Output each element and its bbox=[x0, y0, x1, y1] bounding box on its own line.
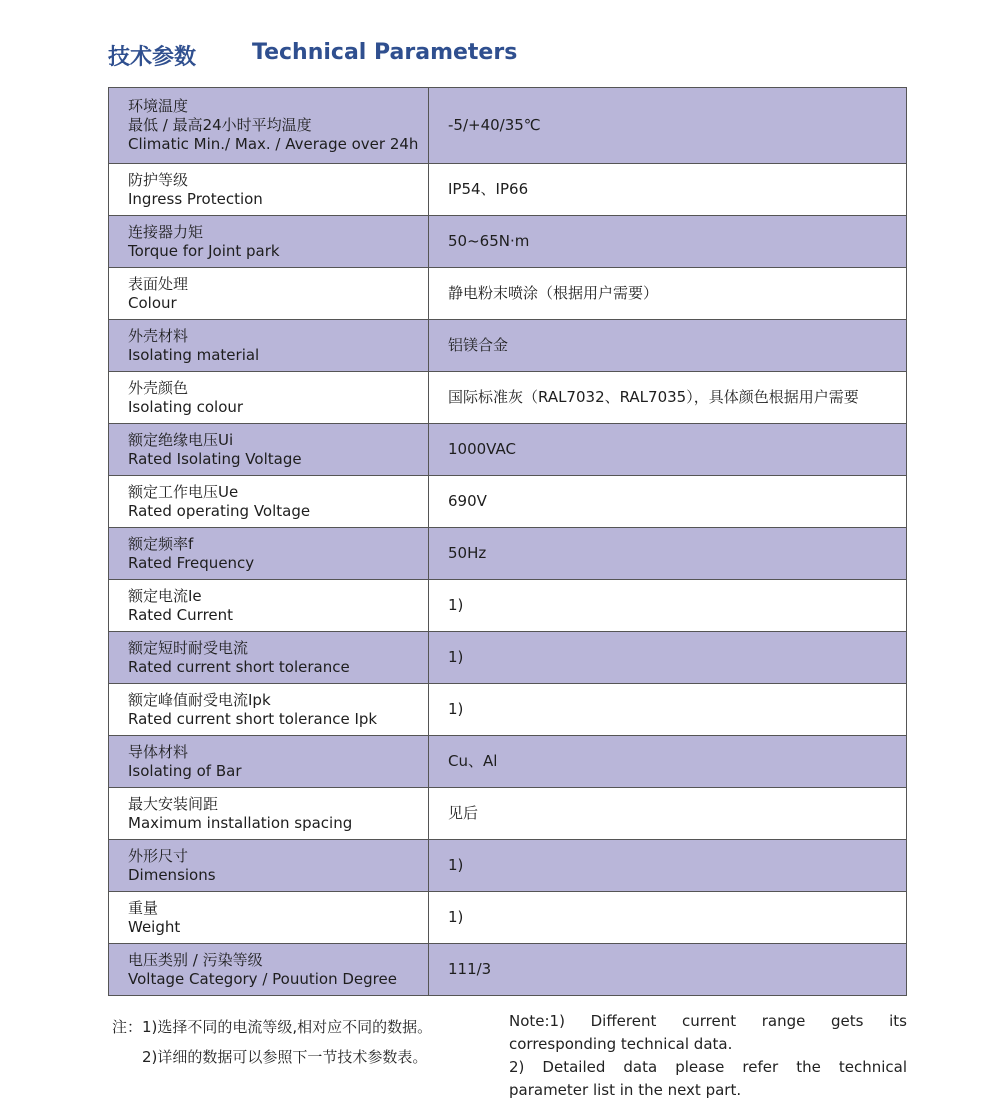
parameter-value: 见后 bbox=[429, 788, 907, 840]
parameter-label-line: 表面处理 bbox=[128, 274, 189, 293]
parameter-label-line: 额定绝缘电压Ui bbox=[128, 430, 234, 449]
parameter-label bbox=[109, 580, 429, 632]
parameter-label bbox=[109, 684, 429, 736]
table-row bbox=[109, 424, 907, 476]
note-en bbox=[509, 1010, 907, 1102]
table-row bbox=[109, 268, 907, 320]
parameter-label bbox=[109, 528, 429, 580]
table-row bbox=[109, 320, 907, 372]
parameter-label bbox=[109, 476, 429, 528]
parameter-value: 1) bbox=[429, 840, 907, 892]
note-en-line-2: 2) Detailed data please refer the technical parameter list in the next part. bbox=[509, 1058, 907, 1099]
parameter-label-line: 额定峰值耐受电流Ipk bbox=[128, 690, 271, 709]
table-row bbox=[109, 476, 907, 528]
parameter-label-line: Ingress Protection bbox=[128, 189, 263, 208]
parameter-label bbox=[109, 892, 429, 944]
parameter-label bbox=[109, 88, 429, 164]
parameter-label-line: 外壳颜色 bbox=[128, 378, 189, 397]
parameter-label-line: 重量 bbox=[128, 898, 159, 917]
parameter-value: 1) bbox=[429, 892, 907, 944]
parameter-value: Cu、Al bbox=[429, 736, 907, 788]
parameter-label-line: 额定短时耐受电流 bbox=[128, 638, 249, 657]
parameter-label-line: Torque for Joint park bbox=[128, 241, 280, 260]
parameter-label-line: Isolating of Bar bbox=[128, 761, 242, 780]
table-row bbox=[109, 580, 907, 632]
parameter-label-line: Voltage Category / Pouution Degree bbox=[128, 969, 397, 988]
table-row bbox=[109, 840, 907, 892]
parameter-label-line: Rated Current bbox=[128, 605, 234, 624]
parameter-label-line: 最低 / 最高24小时平均温度 bbox=[128, 116, 312, 134]
table-row bbox=[109, 216, 907, 268]
parameter-value: 1) bbox=[429, 632, 907, 684]
table-body bbox=[109, 88, 907, 996]
parameter-label-line: 导体材料 bbox=[128, 742, 189, 761]
parameter-label-line: 环境温度 bbox=[128, 97, 189, 115]
parameter-label-line: Climatic Min./ Max. / Average over 24h bbox=[128, 135, 419, 153]
parameter-value: -5/+40/35℃ bbox=[429, 88, 907, 164]
parameter-value: 50Hz bbox=[429, 528, 907, 580]
parameter-label bbox=[109, 164, 429, 216]
parameter-label-line: Isolating material bbox=[128, 345, 260, 364]
note-zh-line-1: 注：1)选择不同的电流等级,相对应不同的数据。 bbox=[112, 1018, 433, 1036]
parameter-label-line: 电压类别 / 污染等级 bbox=[128, 950, 263, 969]
parameter-value: 1) bbox=[429, 580, 907, 632]
parameter-label bbox=[109, 216, 429, 268]
parameter-label bbox=[109, 736, 429, 788]
table-row bbox=[109, 892, 907, 944]
section-heading bbox=[108, 40, 518, 71]
parameter-label-line: Weight bbox=[128, 917, 181, 936]
table-row bbox=[109, 944, 907, 996]
parameter-value: 国际标准灰（RAL7032、RAL7035），具体颜色根据用户需要 bbox=[429, 372, 907, 424]
parameter-label bbox=[109, 424, 429, 476]
note-en-line-1: Note:1) Different current range gets its corresponding technical data. bbox=[509, 1012, 907, 1053]
parameter-label-line: Rated current short tolerance bbox=[128, 657, 350, 676]
parameter-label-line: 最大安装间距 bbox=[128, 794, 219, 813]
parameter-label-line: Isolating colour bbox=[128, 397, 244, 416]
parameter-value: IP54、IP66 bbox=[429, 164, 907, 216]
parameter-label-line: Colour bbox=[128, 293, 177, 312]
parameter-label-line: Rated Frequency bbox=[128, 553, 255, 572]
parameter-value: 111/3 bbox=[429, 944, 907, 996]
parameter-label bbox=[109, 788, 429, 840]
parameter-value: 静电粉末喷涂（根据用户需要） bbox=[429, 268, 907, 320]
parameter-label-line: 外形尺寸 bbox=[128, 846, 189, 865]
parameter-value: 1000VAC bbox=[429, 424, 907, 476]
parameter-label-line: Rated current short tolerance Ipk bbox=[128, 709, 378, 728]
table-row bbox=[109, 632, 907, 684]
table-row bbox=[109, 788, 907, 840]
parameter-label-line: 防护等级 bbox=[128, 170, 189, 189]
parameter-value: 50~65N·m bbox=[429, 216, 907, 268]
parameter-value: 铝镁合金 bbox=[429, 320, 907, 372]
parameter-label-line: 外壳材料 bbox=[128, 326, 189, 345]
note-zh-line-2: 2)详细的数据可以参照下一节技术参数表。 bbox=[142, 1048, 428, 1066]
parameter-label bbox=[109, 320, 429, 372]
table-row bbox=[109, 684, 907, 736]
technical-parameters-table bbox=[108, 87, 907, 996]
parameter-label-line: Maximum installation spacing bbox=[128, 813, 353, 832]
parameter-label-line: 额定频率f bbox=[128, 534, 194, 553]
parameter-label-line: Rated Isolating Voltage bbox=[128, 449, 302, 468]
table-row bbox=[109, 164, 907, 216]
parameter-label bbox=[109, 944, 429, 996]
table-row bbox=[109, 88, 907, 164]
table-row bbox=[109, 372, 907, 424]
parameter-label-line: Dimensions bbox=[128, 865, 216, 884]
parameter-value: 690V bbox=[429, 476, 907, 528]
table-row bbox=[109, 736, 907, 788]
parameter-label bbox=[109, 268, 429, 320]
parameter-label-line: Rated operating Voltage bbox=[128, 501, 311, 520]
parameter-label bbox=[109, 632, 429, 684]
parameter-value: 1) bbox=[429, 684, 907, 736]
parameter-label bbox=[109, 372, 429, 424]
heading-en: Technical Parameters bbox=[252, 40, 518, 65]
heading-zh: 技术参数 bbox=[108, 45, 197, 70]
parameter-label bbox=[109, 840, 429, 892]
parameter-label-line: 额定电流Ie bbox=[128, 586, 202, 605]
table-row bbox=[109, 528, 907, 580]
note-zh bbox=[112, 1012, 432, 1072]
parameter-label-line: 额定工作电压Ue bbox=[128, 482, 239, 501]
parameter-label-line: 连接器力矩 bbox=[128, 222, 204, 241]
